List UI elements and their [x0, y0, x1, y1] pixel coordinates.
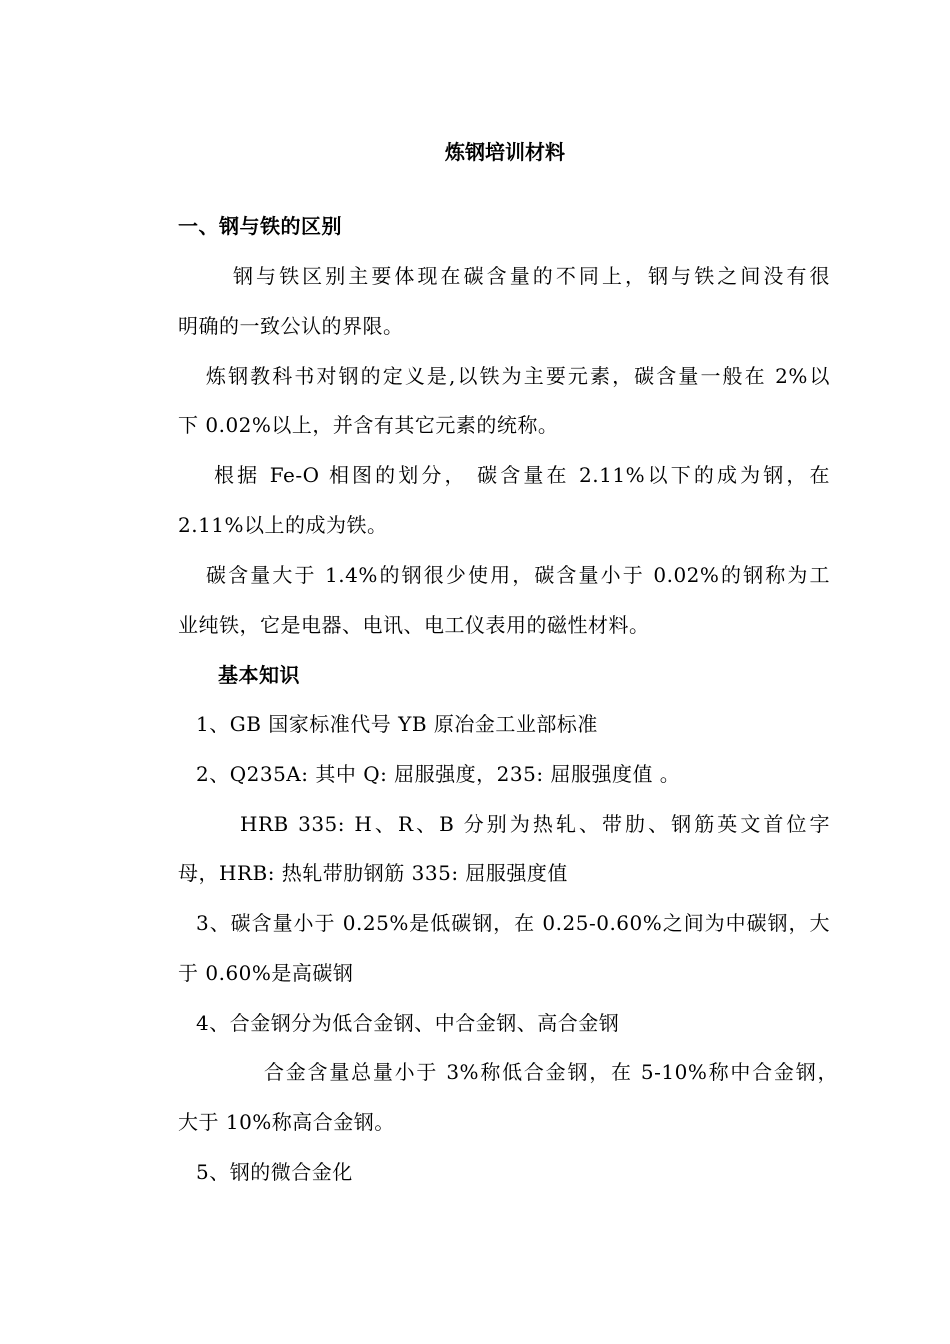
paragraph-line: HRB 335: H、R、B 分别为热轧、带肋、钢筋英文首位字 [240, 812, 830, 836]
list-item: 4、合金钢分为低合金钢、中合金钢、高合金钢 [196, 1011, 620, 1035]
paragraph-line: 2.11%以上的成为铁。 [178, 513, 388, 537]
list-item: 2、Q235A: 其中 Q: 屈服强度，235: 屈服强度值 。 [196, 762, 681, 786]
list-item: 3、碳含量小于 0.25%是低碳钢，在 0.25-0.60%之间为中碳钢，大 [196, 911, 830, 935]
paragraph-line: 下 0.02%以上，并含有其它元素的统称。 [178, 413, 559, 437]
paragraph-line: 炼钢教科书对钢的定义是,以铁为主要元素，碳含量一般在 2%以 [206, 364, 830, 388]
list-item: 5、钢的微合金化 [196, 1160, 353, 1184]
paragraph-line: 大于 10%称高合金钢。 [178, 1110, 395, 1134]
paragraph-line: 合金含量总量小于 3%称低合金钢，在 5-10%称中合金钢， [264, 1060, 838, 1084]
paragraph-line: 明确的一致公认的界限。 [178, 314, 404, 338]
paragraph-line: 业纯铁，它是电器、电讯、电工仪表用的磁性材料。 [178, 613, 650, 637]
paragraph-line: 于 0.60%是高碳钢 [178, 961, 354, 985]
paragraph-line: 母，HRB: 热轧带肋钢筋 335: 屈服强度值 [178, 861, 568, 885]
list-item: 1、GB 国家标准代号 YB 原冶金工业部标准 [196, 712, 598, 736]
paragraph-line: 根据 Fe-O 相图的划分， 碳含量在 2.11%以下的成为钢，在 [214, 463, 830, 487]
section-heading-basics: 基本知识 [218, 663, 300, 687]
paragraph-line: 钢与铁区别主要体现在碳含量的不同上，钢与铁之间没有很 [233, 264, 830, 288]
document-title: 炼钢培训材料 [445, 140, 565, 164]
paragraph-line: 碳含量大于 1.4%的钢很少使用，碳含量小于 0.02%的钢称为工 [206, 563, 830, 587]
section-heading-steel-vs-iron: 一、钢与铁的区别 [178, 214, 342, 238]
